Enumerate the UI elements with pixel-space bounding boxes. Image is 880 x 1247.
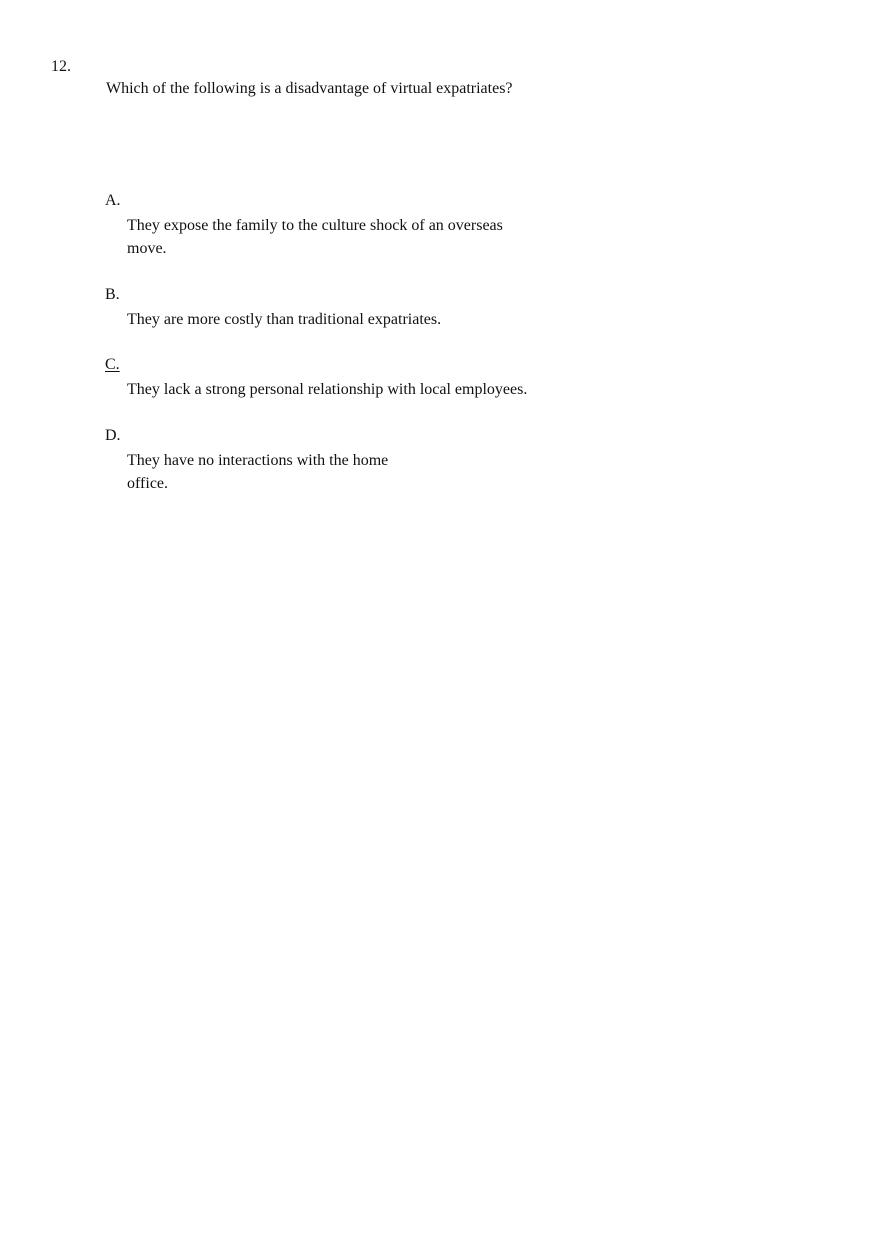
answer-option-a <box>105 191 575 260</box>
option-letter-d: D. <box>105 427 121 444</box>
option-letter-a: A. <box>105 192 121 209</box>
option-text-b: They are more costly than traditional expatriates. <box>127 311 442 328</box>
option-text-d: They have no interactions with the home office. <box>127 452 389 492</box>
option-letter-b: B. <box>105 286 120 303</box>
answer-option-c <box>105 355 575 401</box>
question-text: Which of the following is a disadvantage of virtual expatriates? <box>106 80 513 97</box>
option-text-a: They expose the family to the culture shock of an overseas move. <box>127 217 503 257</box>
answer-option-d <box>105 426 575 495</box>
option-text-c: They lack a strong personal relationship with local employees. <box>127 381 528 398</box>
answer-option-b <box>105 285 575 331</box>
question-number: 12. <box>51 58 71 75</box>
option-letter-c: C. <box>105 356 120 373</box>
